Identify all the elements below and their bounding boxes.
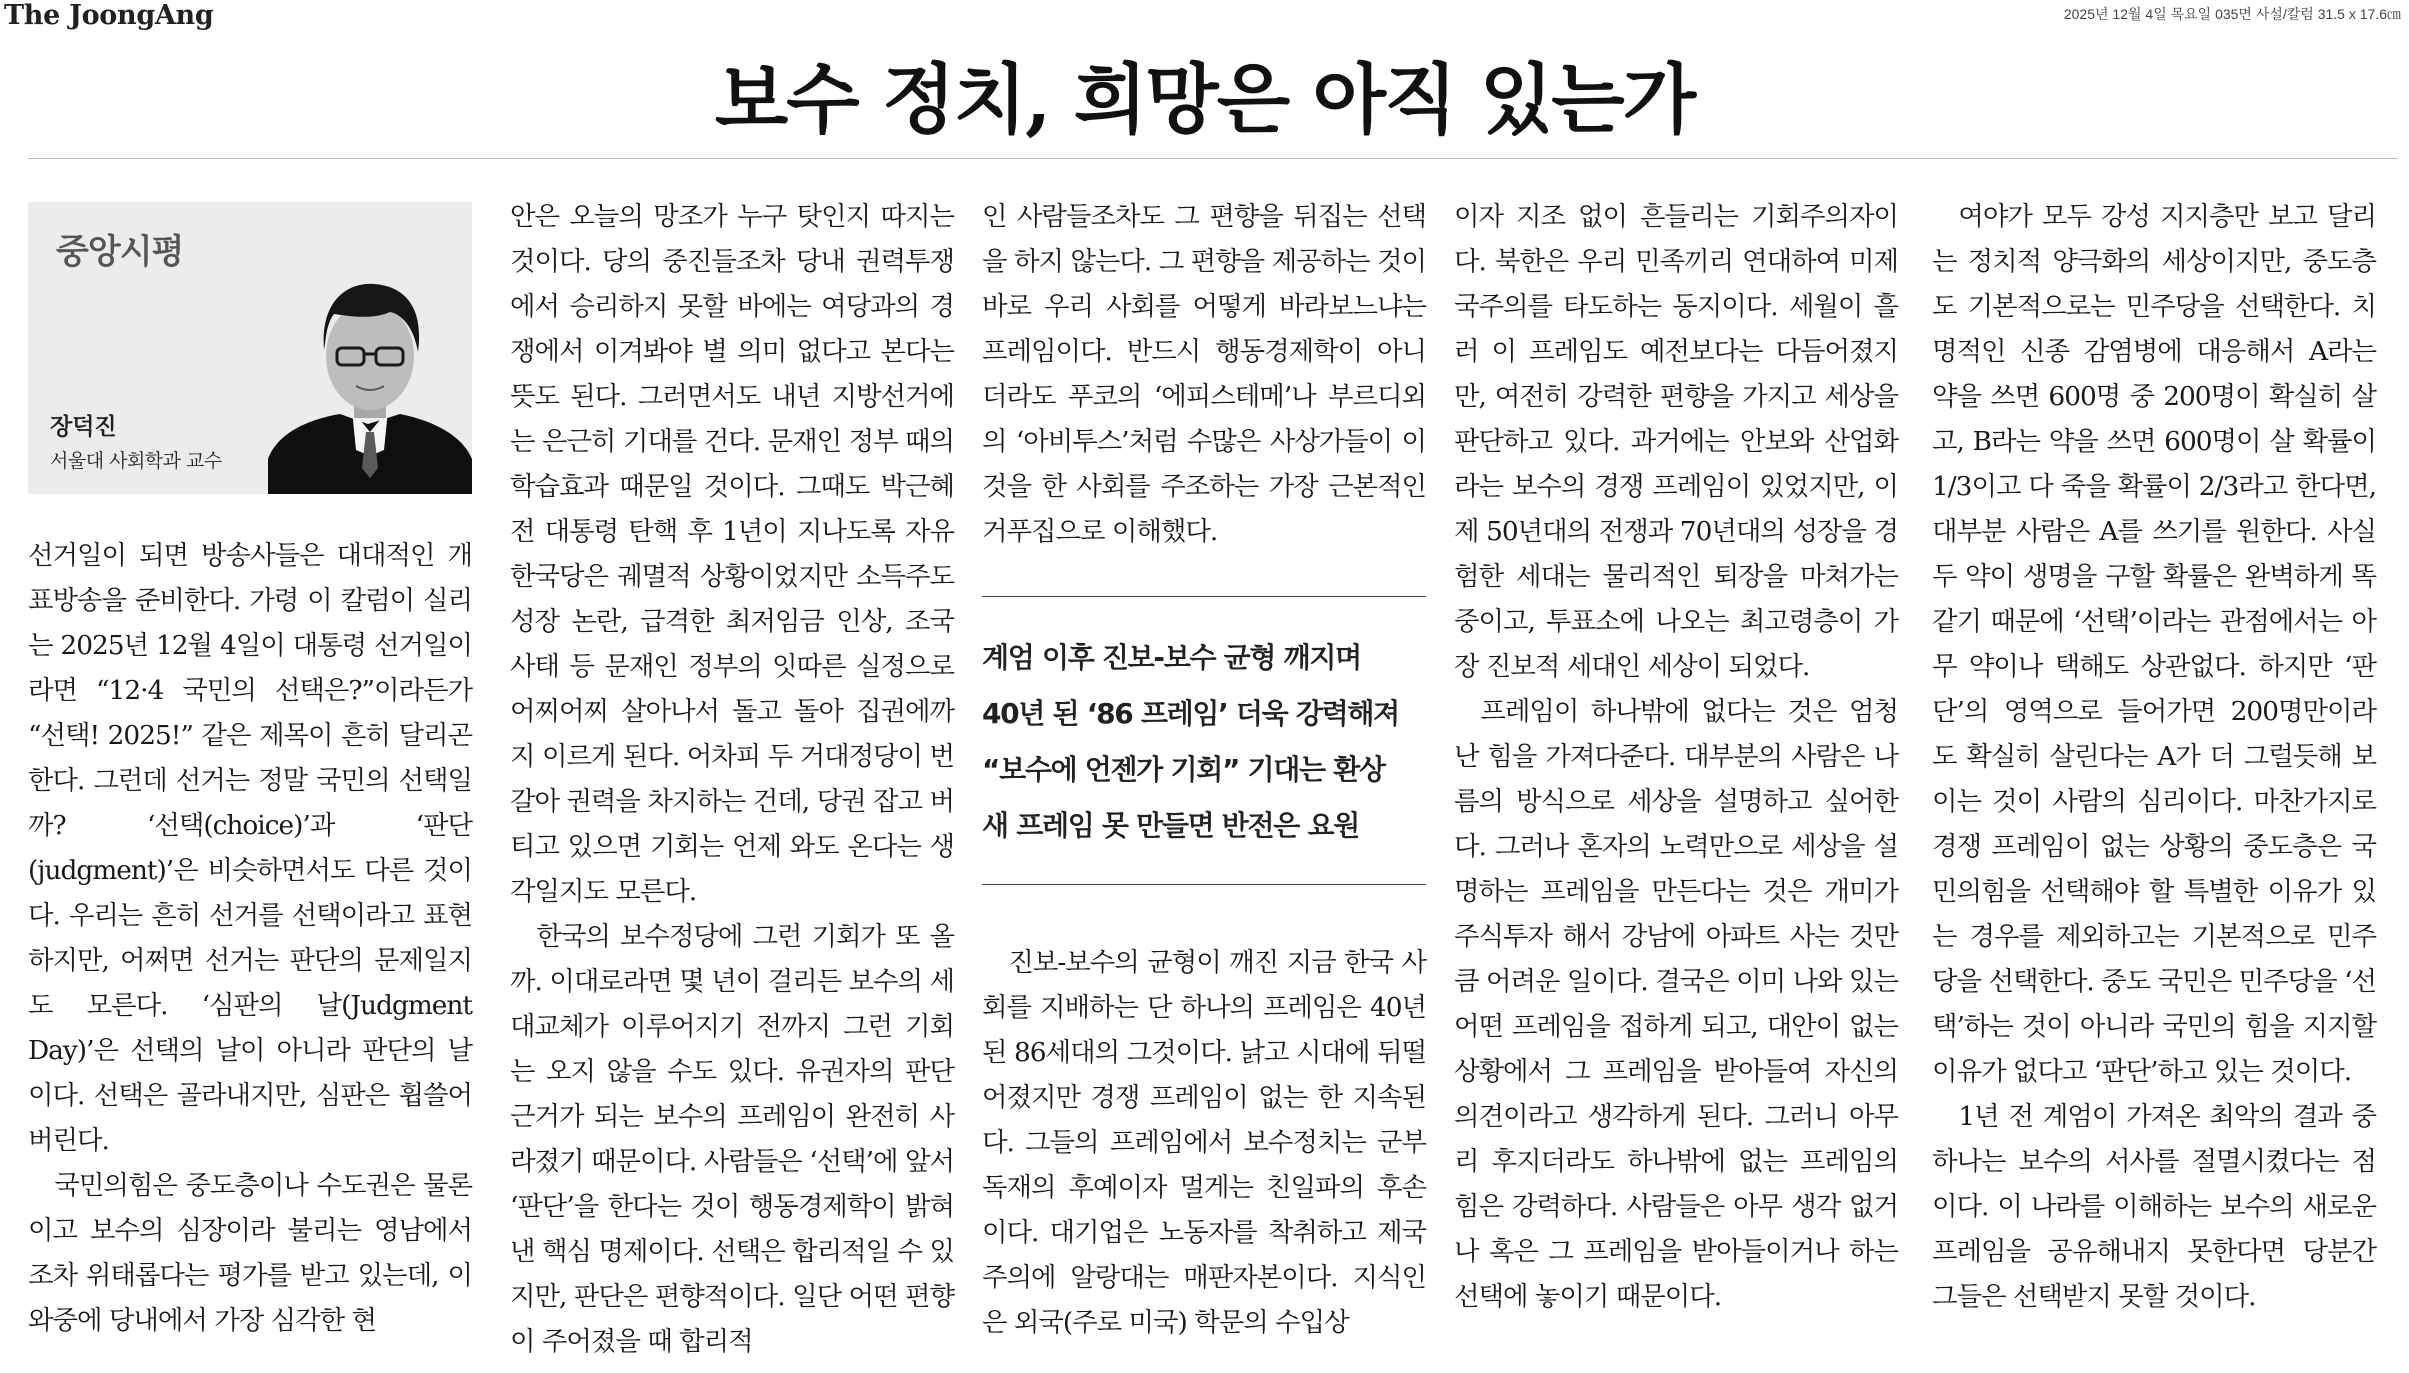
paragraph: 선거일이 되면 방송사들은 대대적인 개표방송을 준비한다. 가령 이 칼럼이 실리는 2025년 12월 4일이 대통령 선거일이라면 “12·4 국민의 선택은?”이라든가 “선택! 2025!” 같은 제목이 흔히 달리곤 한다. 그런데 선거는 정말 국민의 선택일까? ‘선택(choice)’과 ‘판단(judgment)’은 비슷하면서도 다른 것이다. 우리는 흔히 선거를 선택이라고 표현하지만, 어쩌면 선거는 판단의 문제일지도 모른다. ‘심판의 날(Judgment Day)’은 선택의 날이 아니라 판단의 날이다. 선택은 골라내지만, 심판은 휩쓸어버린다. [28,540,472,1156]
pull-quote-bottom-rule [982,884,1426,885]
paragraph: 여야가 모두 강성 지지층만 보고 달리는 정치적 양극화의 세상이지만, 중도층도 기본적으로는 민주당을 선택한다. 치명적인 신종 감염병에 대응해서 A라는 약을 쓰면 600명 중 200명이 확실히 살고, B라는 약을 쓰면 600명이 살 확률이 1/3이고 다 죽을 확률이 2/3라고 한다면, 대부분 사람은 A를 쓰기를 원한다. 사실 두 약이 생명을 구할 확률은 완벽하게 똑같기 때문에 ‘선택’이라는 관점에서는 아무 약이나 택해도 상관없다. 하지만 ‘판단’의 영역으로 들어가면 200명만이라도 확실히 살린다는 A가 더 그럴듯해 보이는 것이 사람의 심리이다. 마찬가지로 경쟁 프레임이 없는 상황의 중도층은 국민의힘을 선택해야 할 특별한 이유가 있는 경우를 제외하고는 기본적으로 민주당을 선택한다. 중도 국민은 민주당을 ‘선택’하는 것이 아니라 국민의 힘을 지지할 이유가 없다고 ‘판단’하고 있는 것이다. [1932,201,2376,1087]
paragraph: 국민의힘은 중도층이나 수도권은 물론이고 보수의 심장이라 불리는 영남에서조차 위태롭다는 평가를 받고 있는데, 이 와중에 당내에서 가장 심각한 현 [28,1170,472,1336]
pull-quote [982,596,1426,885]
author-portrait [268,254,472,494]
masthead-logo: The JoongAng [4,0,214,31]
pull-quote-line: 40년 된 ‘86 프레임’ 더욱 강력해져 [982,697,1399,730]
headline: 보수 정치, 희망은 아직 있는가 [714,55,1695,144]
paragraph: 프레임이 하나밖에 없다는 것은 엄청난 힘을 가져다준다. 대부분의 사람은 나름의 방식으로 세상을 설명하고 싶어한다. 그러나 혼자의 노력만으로 세상을 설명하는 프레임을 만든다는 것은 개미가 주식투자 해서 강남에 아파트 사는 것만큼 어려운 일이다. 결국은 이미 나와 있는 어떤 프레임을 접하게 되고, 대안이 없는 상황에서 그 프레임을 받아들여 자신의 의견이라고 생각하게 된다. 그러니 아무리 후지더라도 하나밖에 없는 프레임의 힘은 강력하다. 사람들은 아무 생각 없거나 혹은 그 프레임을 받아들이거나 하는 선택에 놓이기 때문이다. [1454,696,1898,1312]
article-column-1 [28,533,472,1343]
article-column-5 [1932,194,2376,1319]
column-name: 중앙시평 [56,232,184,272]
paragraph: 안은 오늘의 망조가 누구 탓인지 따지는 것이다. 당의 중진들조차 당내 권력투쟁에서 승리하지 못할 바에는 여당과의 경쟁에서 이겨봐야 별 의미 없다고 본다는 뜻도 된다. 그러면서도 내년 지방선거에는 은근히 기대를 건다. 문재인 정부 때의 학습효과 때문일 것이다. 그때도 박근혜 전 대통령 탄핵 후 1년이 지나도록 자유한국당은 궤멸적 상황이었지만 소득주도성장 논란, 급격한 최저임금 인상, 조국 사태 등 문재인 정부의 잇따른 실정으로 어찌어찌 살아나서 돌고 돌아 집권에까지 이르게 된다. 어차피 두 거대정당이 번갈아 권력을 차지하는 건데, 당권 잡고 버티고 있으면 기회는 언제 와도 온다는 생각일지도 모른다. [510,201,954,907]
article-column-3-continued [982,940,1426,1345]
author-name: 장덕진 [50,414,117,440]
article-column-2 [510,194,954,1364]
pull-quote-line: “보수에 언젠가 기회” 기대는 환상 [982,753,1385,786]
article-column-3 [982,194,1426,554]
top-divider [28,158,2398,159]
pull-quote-line: 새 프레임 못 만들면 반전은 요원 [982,809,1359,842]
paragraph: 1년 전 계엄이 가져온 최악의 결과 중 하나는 보수의 서사를 절멸시켰다는 점이다. 이 나라를 이해하는 보수의 새로운 프레임을 공유해내지 못한다면 당분간 그들은 선택받지 못할 것이다. [1932,1101,2376,1312]
publication-info: 2025년 12월 4일 목요일 035면 사설/칼럼 31.5 x 17.6㎝ [2063,6,2401,22]
paragraph: 한국의 보수정당에 그런 기회가 또 올까. 이대로라면 몇 년이 걸리든 보수의 세대교체가 이루어지기 전까지 그런 기회는 오지 않을 수도 있다. 유권자의 판단 근거가 되는 보수의 프레임이 완전히 사라졌기 때문이다. 사람들은 ‘선택’에 앞서 ‘판단’을 한다는 것이 행동경제학이 밝혀낸 핵심 명제이다. 선택은 합리적일 수 있지만, 판단은 편향적이다. 일단 어떤 편향이 주어졌을 때 합리적 [510,921,954,1357]
paragraph: 이자 지조 없이 흔들리는 기회주의자이다. 북한은 우리 민족끼리 연대하여 미제국주의를 타도하는 동지이다. 세월이 흘러 이 프레임도 예전보다는 다듬어졌지만, 여전히 강력한 편향을 가지고 세상을 판단하고 있다. 과거에는 안보와 산업화라는 보수의 경쟁 프레임이 있었지만, 이제 50년대의 전쟁과 70년대의 성장을 경험한 세대는 물리적인 퇴장을 마쳐가는 중이고, 투표소에 나오는 최고령층이 가장 진보적 세대인 세상이 되었다. [1454,201,1898,682]
author-title: 서울대 사회학과 교수 [50,450,222,472]
paragraph: 인 사람들조차도 그 편향을 뒤집는 선택을 하지 않는다. 그 편향을 제공하는 것이 바로 우리 사회를 어떻게 바라보느냐는 프레임이다. 반드시 행동경제학이 아니더라도 푸코의 ‘에피스테메’나 부르디외의 ‘아비투스’처럼 수많은 사상가들이 이것을 한 사회를 주조하는 가장 근본적인 거푸집으로 이해했다. [982,201,1426,547]
pull-quote-line: 계엄 이후 진보-보수 균형 깨지며 [982,641,1361,674]
columnist-profile-box [28,202,472,494]
article-column-4 [1454,194,1898,1319]
paragraph: 진보-보수의 균형이 깨진 지금 한국 사회를 지배하는 단 하나의 프레임은 40년 된 86세대의 그것이다. 낡고 시대에 뒤떨어졌지만 경쟁 프레임이 없는 한 지속된다. 그들의 프레임에서 보수정치는 군부독재의 후예이자 멀게는 친일파의 후손이다. 대기업은 노동자를 착취하고 제국주의에 알랑대는 매판자본이다. 지식인은 외국(주로 미국) 학문의 수입상 [982,947,1426,1338]
